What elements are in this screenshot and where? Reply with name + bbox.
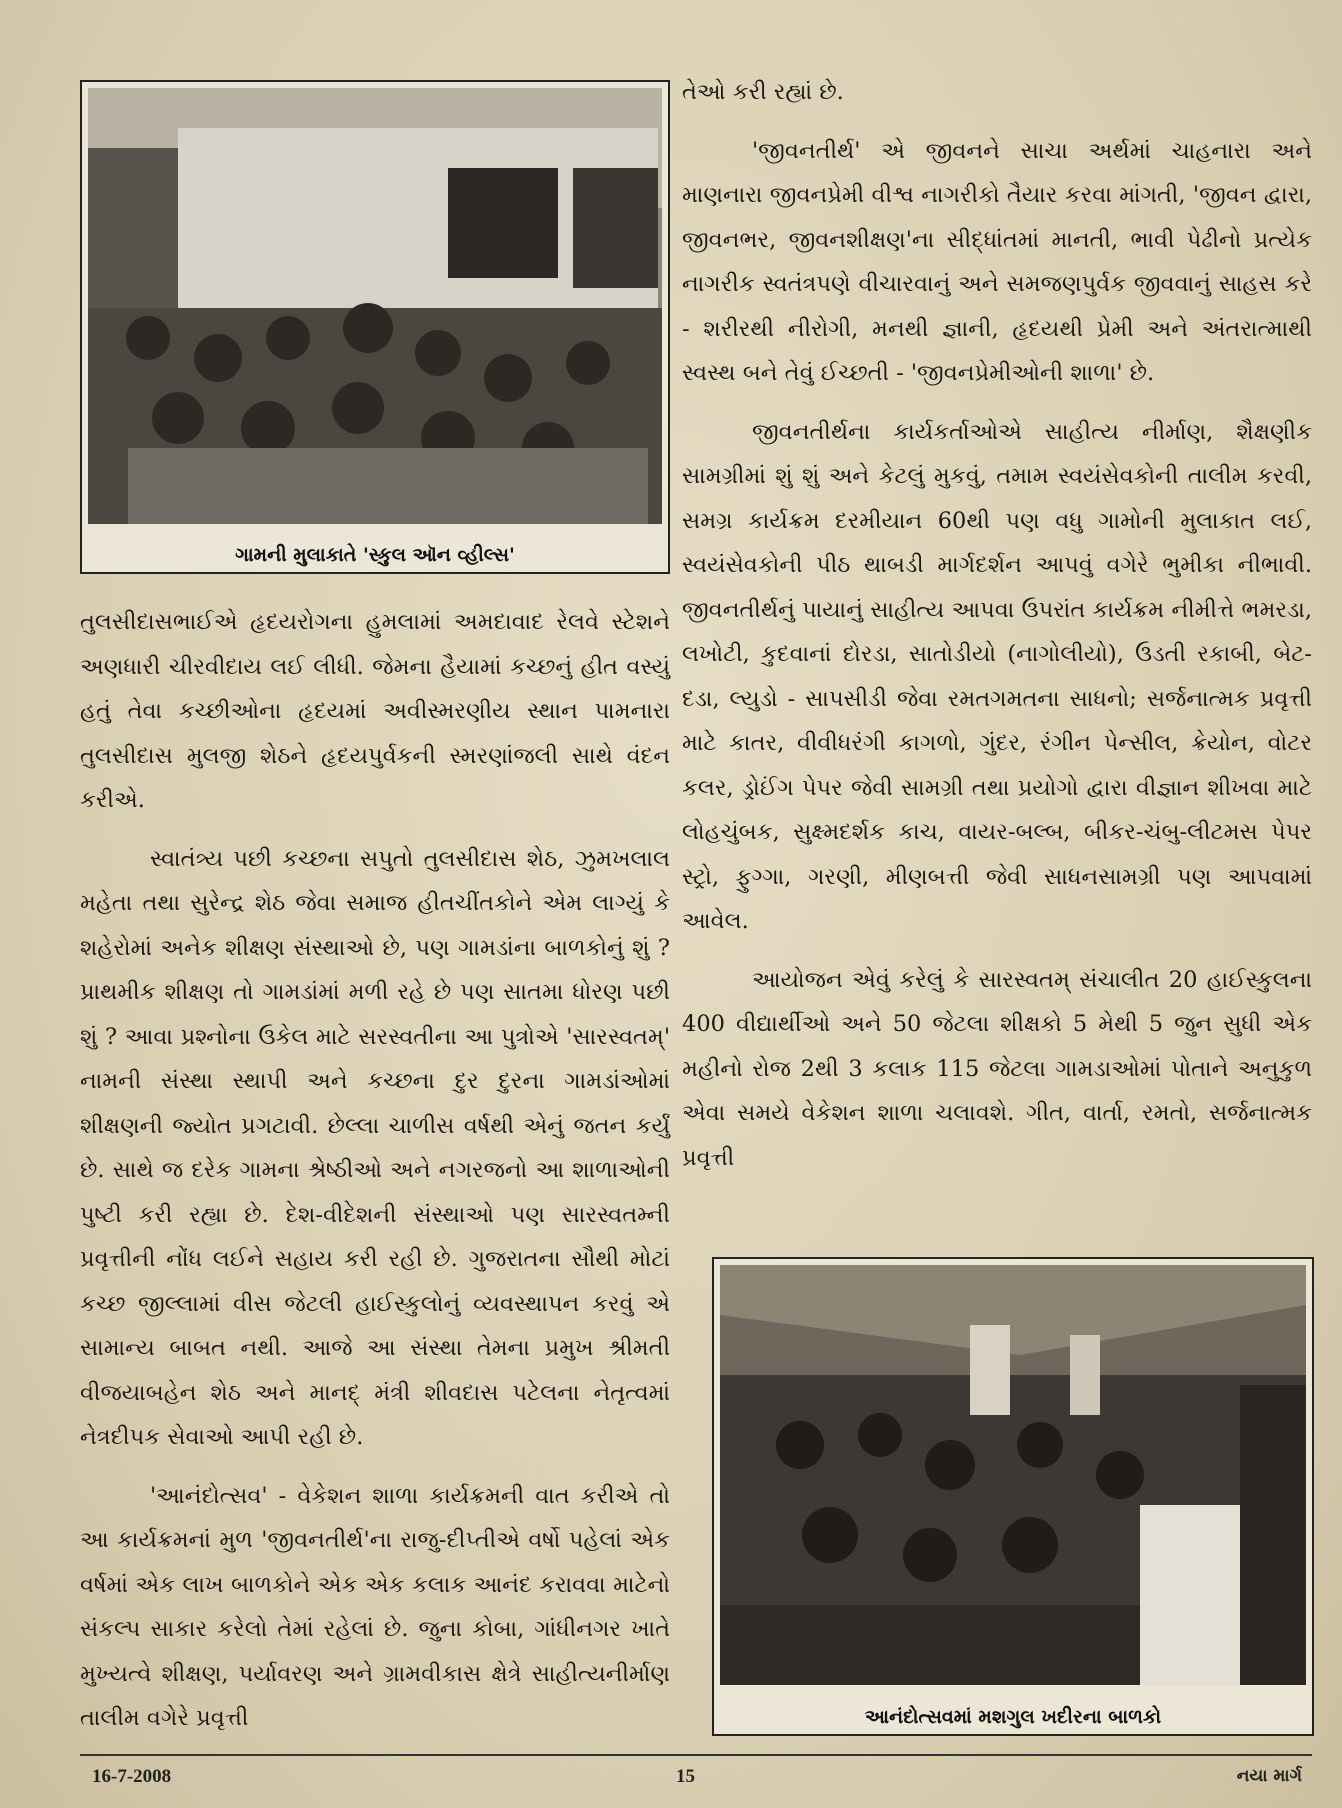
footer-divider <box>80 1754 1312 1756</box>
photo-image-bus-crowd <box>88 88 662 524</box>
paragraph-volunteers: જીવનતીર્થના કાર્યકર્તાઓએ સાહીત્ય નીર્માણ, શૈક્ષણીક સામગ્રીમાં શું શું અને કેટલું મુકવું, તમામ સ્વયંસેવકોની તાલીમ કરવી, સમગ્ર કાર્યક્રમ દરમીયાન 60થી પણ વધુ ગામોની મુલાકાત લઈ, સ્વયંસેવકોની પીઠ થાબડી માર્ગદર્શન આપવું વગેરે ભુમીકા નીભાવી. જીવનતીર્થનું પાયાનું સાહીત્ય આપવા ઉપરાંત કાર્યક્રમ નીમીત્તે ભમરડા, લખોટી, કુદવાનાં દોરડા, સાતોડીયો (નાગોલીયો), ઉડતી રકાબી, બેટ-દડા, લ્યુડો - સાપસીડી જેવા રમતગમતના સાધનો; સર્જનાત્મક પ્રવૃત્તી માટે કાતર, વીવીધરંગી કાગળો, ગુંદર, રંગીન પેન્સીલ, ક્રેયોન, વોટર કલર, ડ્રોઈંગ પેપર જેવી સામગ્રી તથા પ્રયોગો દ્વારા વીજ્ઞાન શીખવા માટે લોહચુંબક, સુક્ષ્મદર્શક કાચ, વાયર-બલ્બ, બીકર-ચંબુ-લીટમસ પેપર સ્ટ્રો, ફુગ્ગા, ગરણી, મીણબત્તી જેવી સાધનસામગ્રી પણ આપવામાં આવેલ. <box>682 418 1312 934</box>
photo-caption-top: ગામની મુલાકાતે 'સ્કુલ ઑન વ્હીલ્સ' <box>235 544 515 566</box>
page-number: 15 <box>676 1766 695 1787</box>
photo-image-children <box>720 1265 1306 1685</box>
photo-school-on-wheels <box>80 80 670 574</box>
paragraph-plan: આયોજન એવું કરેલું કે સારસ્વતમ્ સંચાલીત 20 હાઈસ્કુલના 400 વીદ્યાર્થીઓ અને 50 જેટલા શીક્ષકો 5 મેથી 5 જુન સુધી એક મહીનો રોજ 2થી 3 કલાક 115 જેટલા ગામડાઓમાં પોતાને અનુકુળ એવા સમયે વેકેશન શાળા ચલાવશે. ગીત, વાર્તા, રમતો, સર્જનાત્મક પ્રવૃત્તી <box>682 966 1312 1171</box>
magazine-name: નયા માર્ગ <box>1236 1766 1302 1786</box>
paragraph-saraswatam: સ્વાતંત્ર્ય પછી કચ્છના સપુતો તુલસીદાસ શેઠ, ઝુમખલાલ મહેતા તથા સુરેન્દ્ર શેઠ જેવા સમાજ હીતચીંતકોને એમ લાગ્યું કે શહેરોમાં અનેક શીક્ષણ સંસ્થાઓ છે, પણ ગામડાંના બાળકોનું શું ? પ્રાથમીક શીક્ષણ તો ગામડાંમાં મળી રહે છે પણ સાતમા ધોરણ પછી શું ? આવા પ્રશ્નોના ઉકેલ માટે સરસ્વતીના આ પુત્રોએ 'સારસ્વતમ્' નામની સંસ્થા સ્થાપી અને કચ્છના દુર દુરના ગામડાંઓમાં શીક્ષણની જ્યોત પ્રગટાવી. છેલ્લા ચાળીસ વર્ષથી એનું જતન કર્યું છે. સાથે જ દરેક ગામના શ્રેષ્ઠીઓ અને નગરજનો આ શાળાઓની પુષ્ટી કરી રહ્યા છે. દેશ-વીદેશની સંસ્થાઓ પણ સારસ્વતમ્ની પ્રવૃત્તીની નોંધ લઈને સહાય કરી રહી છે. ગુજરાતના સૌથી મોટાં કચ્છ જીલ્લામાં વીસ જેટલી હાઈસ્કુલોનું વ્યવસ્થાપન કરવું એ સામાન્ય બાબત નથી. આજે આ સંસ્થા તેમના પ્રમુખ શ્રીમતી વીજયાબહેન શેઠ અને માનદ્ મંત્રી શીવદાસ પટેલના નેતૃત્વમાં નેત્રદીપક સેવાઓ આપી રહી છે. <box>80 845 670 1450</box>
photo-caption-bottom: આનંદોત્સવમાં મશગુલ ખદીરના બાળકો <box>864 1706 1162 1728</box>
right-text-column <box>682 70 1312 1194</box>
paragraph-jivantirth: 'જીવનતીર્થ' એ જીવનને સાચા અર્થમાં ચાહનારા અને માણનારા જીવનપ્રેમી વીશ્વ નાગરીકો તૈયાર કરવા માંગતી, 'જીવન દ્વારા, જીવનભર, જીવનશીક્ષણ'ના સીદ્ધાંતમાં માનતી, ભાવી પેઢીનો પ્રત્યેક નાગરીક સ્વતંત્રપણે વીચારવાનું અને સમજણપુર્વક જીવવાનું સાહસ કરે - શરીરથી નીરોગી, મનથી જ્ઞાની, હૃદયથી પ્રેમી અને અંતરાત્માથી સ્વસ્થ બને તેવું ઈચ્છતી - 'જીવનપ્રેમીઓની શાળા' છે. <box>682 137 1312 386</box>
paragraph-anandotsav: 'આનંદોત્સવ' - વેકેશન શાળા કાર્યક્રમની વાત કરીએ તો આ કાર્યક્રમનાં મુળ 'જીવનતીર્થ'ના રાજુ-દીપ્તીએ વર્ષો પહેલાં એક વર્ષમાં એક લાખ બાળકોને એક એક કલાક આનંદ કરાવવા માટેનો સંકલ્પ સાકાર કરેલો તેમાં રહેલાં છે. જુના કોબા, ગાંધીનગર ખાતે મુખ્યત્વે શીક્ષણ, પર્યાવરણ અને ગ્રામવીકાસ ક્ષેત્રે સાહીત્યનીર્માણ તાલીમ વગેરે પ્રવૃત્તી <box>80 1482 670 1731</box>
left-text-column <box>80 600 670 1755</box>
footer-date: 16-7-2008 <box>92 1766 172 1787</box>
paragraph-tribute: તુલસીદાસભાઈએ હૃદયરોગના હુમલામાં અમદાવાદ રેલવે સ્ટેશને અણધારી ચીરવીદાય લઈ લીધી. જેમના હૈયામાં કચ્છનું હીત વસ્યું હતું તેવા કચ્છીઓના હૃદયમાં અવીસ્મરણીય સ્થાન પામનારા તુલસીદાસ મુલજી શેઠને હૃદયપુર્વકની સ્મરણાંજલી સાથે વંદન કરીએ. <box>80 609 670 813</box>
paragraph-continuation: તેઓ કરી રહ્યાં છે. <box>682 79 844 105</box>
photo-children-celebration <box>712 1257 1314 1736</box>
